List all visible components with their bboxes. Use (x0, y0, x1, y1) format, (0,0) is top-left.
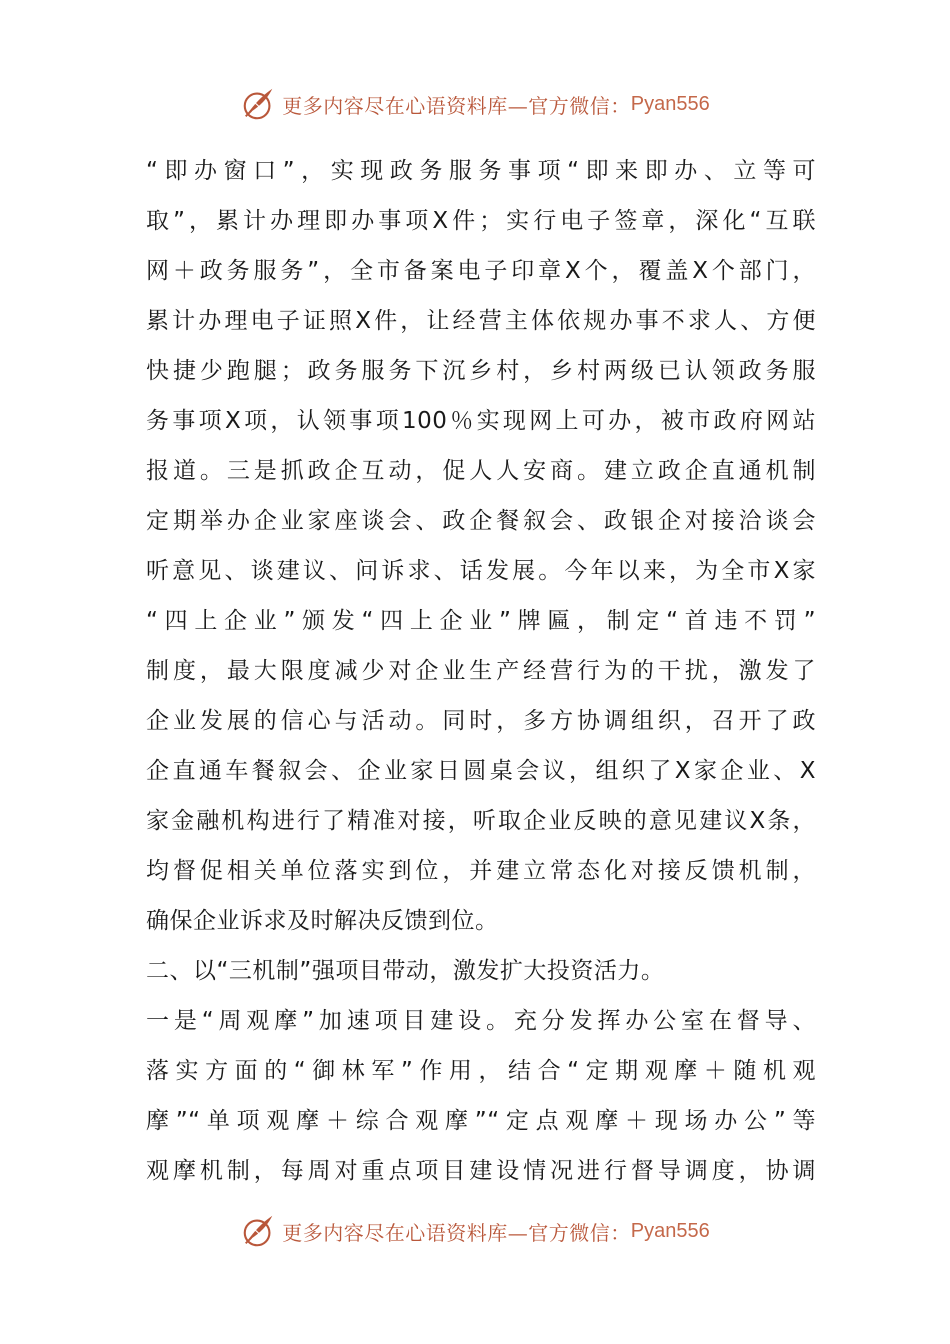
quill-pen-circle-icon (240, 1212, 278, 1250)
text-line: 网＋政务服务”，全市备案电子印章X个，覆盖X个部门， (146, 258, 816, 284)
section-heading (146, 946, 816, 996)
footer-watermark (0, 1211, 950, 1251)
watermark-text: 更多内容尽在心语资料库—官方微信： (282, 1220, 631, 1245)
watermark-account: Pyan556 (630, 92, 710, 115)
text-line: 摩”“单项观摩＋综合观摩”“定点观摩＋现场办公”等 (146, 1108, 816, 1134)
text-line: 均督促相关单位落实到位，并建立常态化对接反馈机制， (146, 858, 816, 884)
document-body (146, 146, 816, 1196)
text-line: 定期举办企业家座谈会、政企餐叙会、政银企对接洽谈会 (146, 508, 816, 534)
text-line: “即办窗口”，实现政务服务事项“即来即办、立等可 (146, 158, 816, 184)
text-line: 报道。三是抓政企互动，促人人安商。建立政企直通机制 (146, 458, 816, 484)
text-line: 制度，最大限度减少对企业生产经营行为的干扰，激发了 (146, 658, 816, 684)
text-line: 确保企业诉求及时解决反馈到位。 (146, 908, 499, 934)
text-line: “四上企业”颁发“四上企业”牌匾，制定“首违不罚” (146, 608, 816, 634)
quill-pen-circle-icon (240, 85, 278, 123)
watermark-account: Pyan556 (630, 1219, 710, 1242)
text-line: 听意见、谈建议、问诉求、话发展。今年以来，为全市X家 (146, 558, 816, 584)
text-line: 务事项X项，认领事项100％实现网上可办，被市政府网站 (146, 408, 816, 434)
heading-line: 二、以“三机制”强项目带动，激发扩大投资活力。 (146, 958, 665, 984)
paragraph (146, 996, 816, 1196)
text-line: 企业发展的信心与活动。同时，多方协调组织，召开了政 (146, 708, 816, 734)
text-line: 落实方面的“御林军”作用，结合“定期观摩＋随机观 (146, 1058, 816, 1084)
text-line: 累计办理电子证照X件，让经营主体依规办事不求人、方便 (146, 308, 816, 334)
text-line: 取”，累计办理即办事项X件；实行电子签章，深化“互联 (146, 208, 816, 234)
text-line: 家金融机构进行了精准对接，听取企业反映的意见建议X条， (146, 808, 816, 834)
text-line: 一是“周观摩”加速项目建设。充分发挥办公室在督导、 (146, 1008, 816, 1034)
text-line: 企直通车餐叙会、企业家日圆桌会议，组织了X家企业、X (146, 758, 816, 784)
watermark-text: 更多内容尽在心语资料库—官方微信： (282, 93, 631, 118)
header-watermark (0, 84, 950, 124)
text-line: 快捷少跑腿；政务服务下沉乡村，乡村两级已认领政务服 (146, 358, 816, 384)
paragraph (146, 146, 816, 946)
text-line: 观摩机制，每周对重点项目建设情况进行督导调度，协调 (146, 1158, 816, 1184)
